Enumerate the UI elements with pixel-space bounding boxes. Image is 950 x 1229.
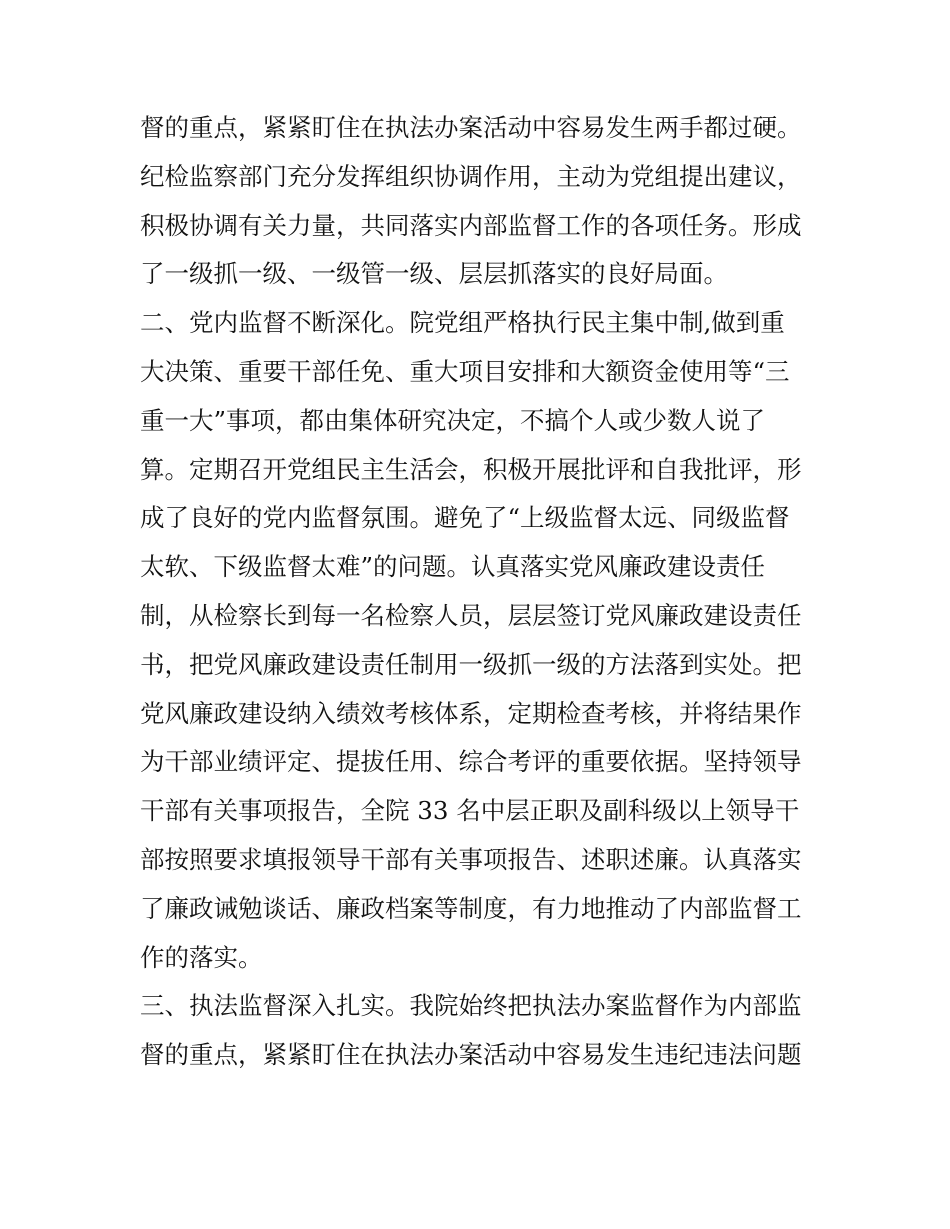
text-line: 了一级抓一级、一级管一级、层层抓落实的良好局面。 — [140, 259, 728, 289]
text-line: 大决策、重要干部任免、重大项目安排和大额资金使用等“三 — [140, 356, 790, 386]
text-line: 督的重点，紧紧盯住在执法办案活动中容易发生两手都过硬。 — [140, 113, 802, 142]
text-line: 制，从检察长到每一名检察人员，层层签订党风廉政建设责任 — [140, 600, 802, 630]
text-line: 部按照要求填报领导干部有关事项报告、述职述廉。认真落实 — [140, 844, 802, 874]
text-line: 书，把党风廉政建设责任制用一级抓一级的方法落到实处。把 — [140, 649, 802, 679]
text-line: 成了良好的党内监督氛围。避免了“上级监督太远、同级监督 — [140, 503, 790, 533]
text-line: 三、执法监督深入扎实。我院始终把执法办案监督作为内部监 — [140, 991, 802, 1021]
text-line: 干部有关事项报告，全院 33 名中层正职及副科级以上领导干 — [140, 796, 800, 826]
text-line: 重一大”事项，都由集体研究决定，不搞个人或少数人说了 — [140, 405, 766, 435]
text-line: 二、党内监督不断深化。院党组严格执行民主集中制,做到重 — [140, 308, 785, 338]
text-line: 党风廉政建设纳入绩效考核体系，定期检查考核，并将结果作 — [140, 698, 802, 728]
text-line: 为干部业绩评定、提拔任用、综合考评的重要依据。坚持领导 — [140, 747, 802, 777]
text-line: 督的重点，紧紧盯住在执法办案活动中容易发生违纪违法问题 — [140, 1040, 802, 1070]
text-line: 算。定期召开党组民主生活会，积极开展批评和自我批评，形 — [140, 454, 802, 484]
body-text — [140, 104, 820, 1080]
text-line: 纪检监察部门充分发挥组织协调作用，主动为党组提出建议， — [140, 161, 802, 191]
text-line: 作的落实。 — [140, 942, 263, 972]
text-line: 了廉政诫勉谈话、廉政档案等制度，有力地推动了内部监督工 — [140, 893, 802, 923]
text-line: 积极协调有关力量，共同落实内部监督工作的各项任务。形成 — [140, 210, 802, 240]
text-line: 太软、下级监督太难”的问题。认真落实党风廉政建设责任 — [140, 552, 766, 582]
